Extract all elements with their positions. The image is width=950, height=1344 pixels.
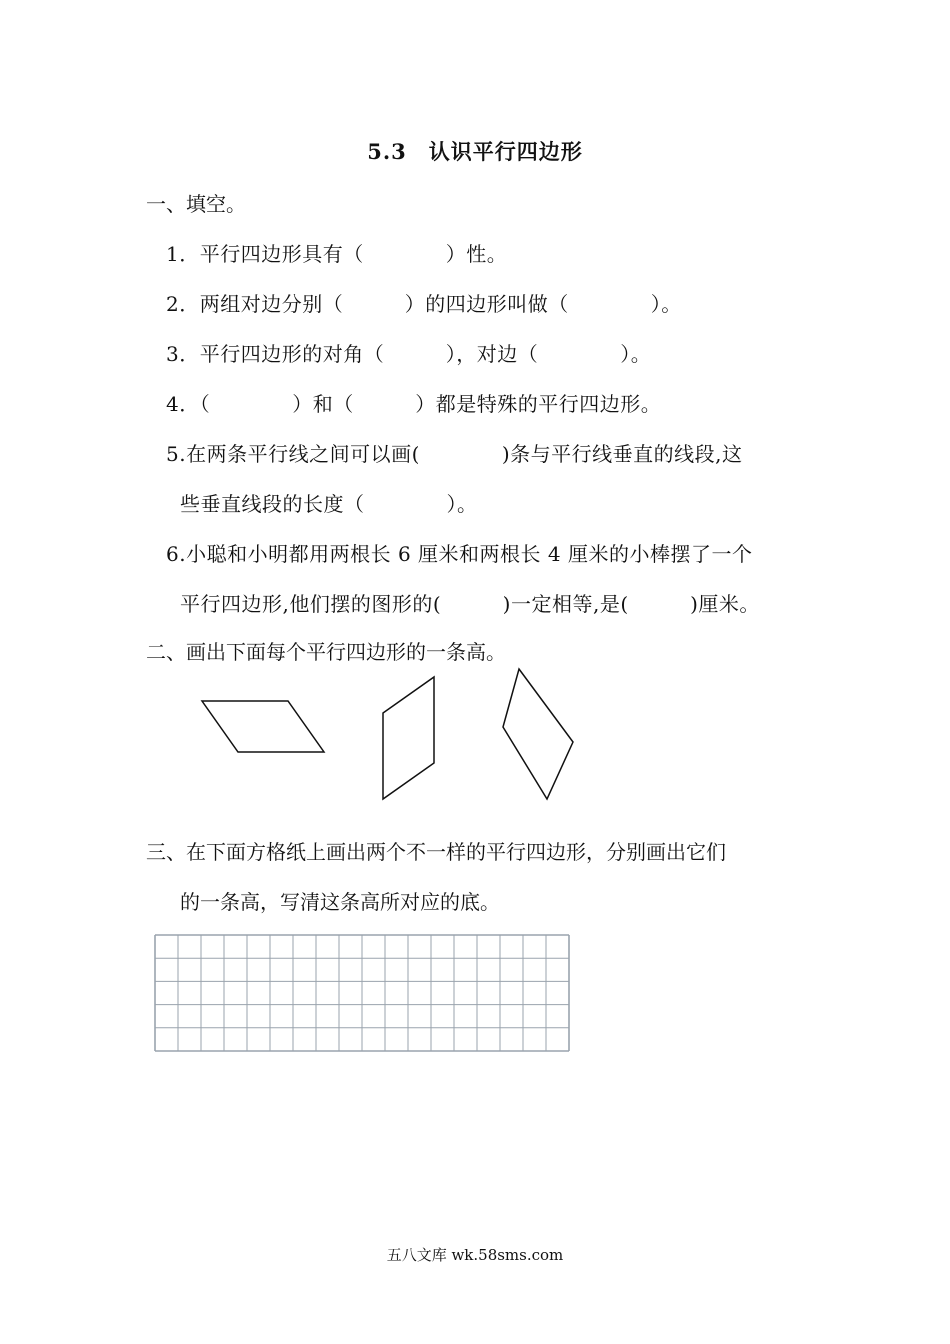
parallelogram-1 bbox=[202, 701, 324, 752]
page-title: 5.3 认识平行四边形 bbox=[367, 139, 583, 164]
question-6-line-1: 6.小聪和小明都用两根长 6 厘米和两根长 4 厘米的小棒摆了一个 bbox=[166, 542, 753, 566]
parallelogram-2 bbox=[383, 677, 434, 799]
footer-watermark: 五八文库 wk.58sms.com bbox=[386, 1246, 564, 1264]
rhombus-3 bbox=[503, 669, 573, 799]
section-3-heading-line-2: 的一条高，写清这条高所对应的底。 bbox=[180, 890, 500, 914]
section-3-heading-line-1: 三、在下面方格纸上画出两个不一样的平行四边形，分别画出它们 bbox=[146, 840, 726, 864]
question-2: 2．两组对边分别（ ）的四边形叫做（ ）。 bbox=[166, 292, 682, 316]
question-5-line-2: 些垂直线段的长度（ ）。 bbox=[180, 492, 478, 516]
question-6-line-2: 平行四边形,他们摆的图形的( )一定相等,是( )厘米。 bbox=[180, 592, 760, 616]
grid-paper[interactable] bbox=[154, 934, 570, 1052]
question-4: 4．（ ）和（ ）都是特殊的平行四边形。 bbox=[166, 392, 662, 416]
section-2-heading: 二、画出下面每个平行四边形的一条高。 bbox=[146, 640, 506, 664]
section-1-heading: 一、填空。 bbox=[146, 192, 246, 216]
question-5-line-1: 5.在两条平行线之间可以画( )条与平行线垂直的线段,这 bbox=[166, 442, 743, 466]
question-3: 3．平行四边形的对角（ ），对边（ ）。 bbox=[166, 342, 652, 366]
question-1: 1．平行四边形具有（ ）性。 bbox=[166, 242, 508, 266]
